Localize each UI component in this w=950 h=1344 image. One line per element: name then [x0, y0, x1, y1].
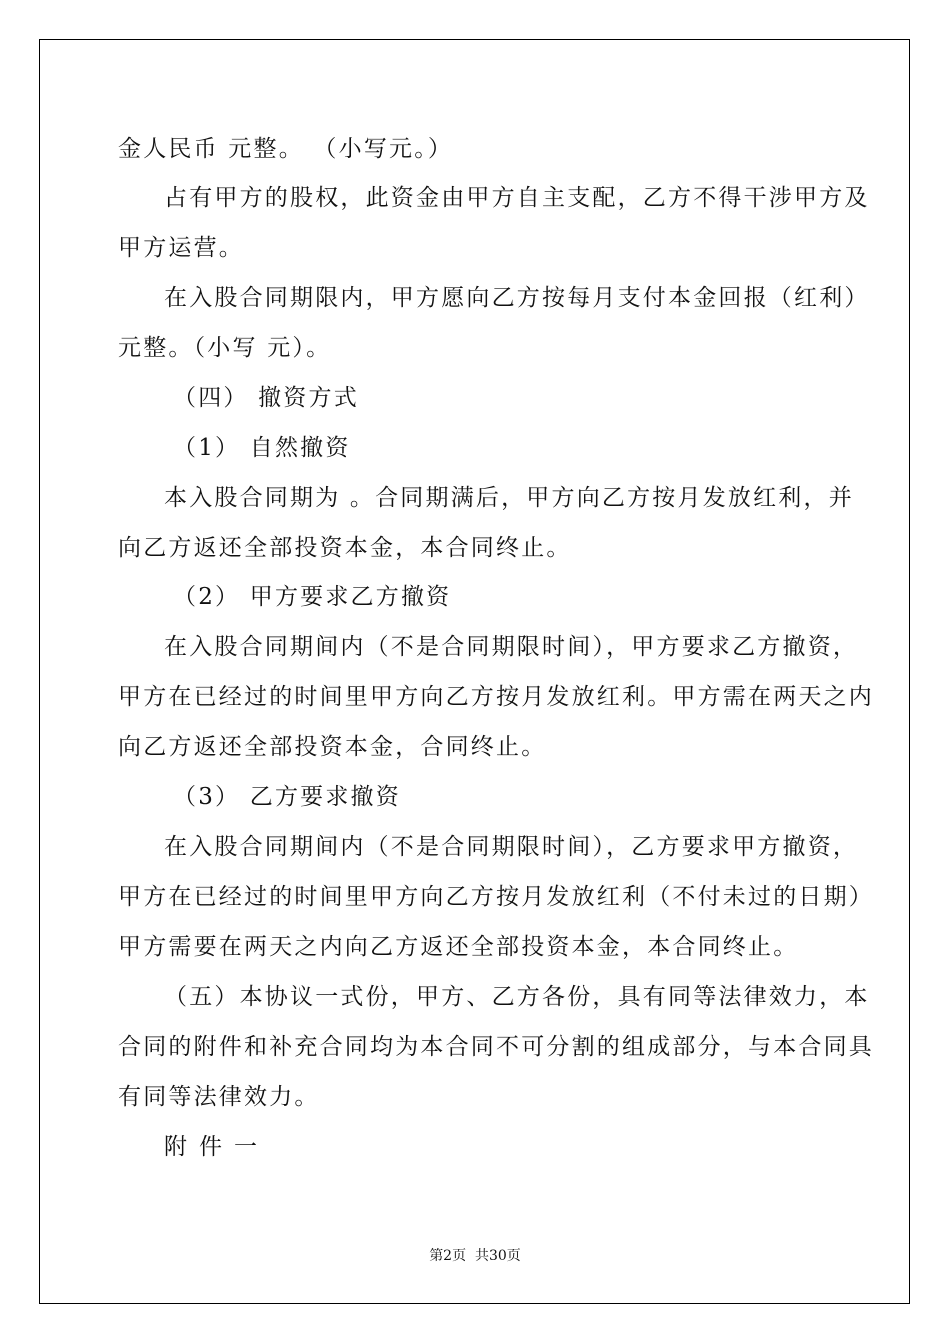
subsection-heading: （3） 乙方要求撤资 [173, 784, 401, 810]
text-line: 有同等法律效力。 [118, 1084, 320, 1110]
text-line: 在入股合同期间内（不是合同期限时间），乙方要求甲方撤资， [164, 834, 859, 860]
text-line: （五）本协议一式份，甲方、乙方各份，具有同等法律效力，本 [164, 984, 870, 1010]
page-number: 第2页 共30页 [429, 1248, 521, 1264]
attachment-heading: 附件一 [164, 1134, 269, 1160]
page-border [39, 39, 910, 1304]
text-line: 甲方在已经过的时间里甲方向乙方按月发放红利（不付未过的日期） [118, 884, 874, 910]
text-line: 元整。（小写 元）。 [118, 335, 332, 361]
text-line: 向乙方返还全部投资本金，合同终止。 [118, 734, 547, 760]
text-line: 占有甲方的股权，此资金由甲方自主支配，乙方不得干涉甲方及 [164, 185, 870, 211]
section-heading: （四） 撤资方式 [173, 385, 359, 411]
text-line: 金人民币 元整。 （小写元。） [118, 136, 454, 162]
subsection-heading: （1） 自然撤资 [173, 435, 351, 461]
text-line: 甲方需要在两天之内向乙方返还全部投资本金，本合同终止。 [118, 934, 799, 960]
text-line: 甲方运营。 [118, 235, 244, 261]
text-line: 合同的附件和补充合同均为本合同不可分割的组成部分，与本合同具 [118, 1034, 874, 1060]
subsection-heading: （2） 甲方要求乙方撤资 [173, 584, 452, 610]
text-line: 在入股合同期间内（不是合同期限时间），甲方要求乙方撤资， [164, 634, 859, 660]
text-line: 甲方在已经过的时间里甲方向乙方按月发放红利。甲方需在两天之内 [118, 684, 874, 710]
text-line: 本入股合同期为 。合同期满后，甲方向乙方按月发放红利，并 [164, 485, 854, 511]
text-line: 向乙方返还全部投资本金，本合同终止。 [118, 535, 572, 561]
text-line: 在入股合同期限内，甲方愿向乙方按每月支付本金回报（红利） [164, 285, 870, 311]
